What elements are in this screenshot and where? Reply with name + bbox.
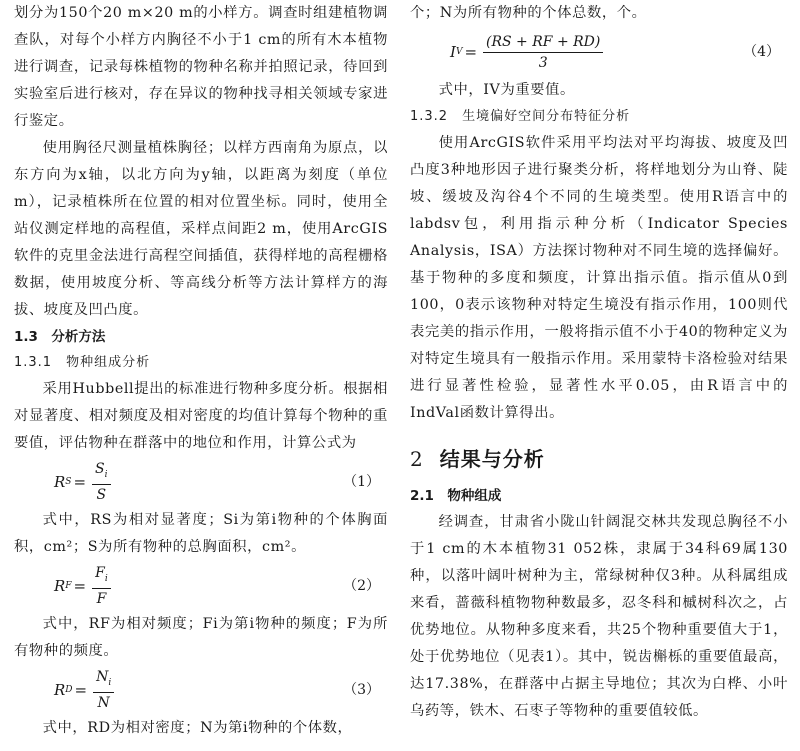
eq-numerator: (RS + RF + RD) [483, 32, 603, 53]
paragraph: 个；N为所有物种的个体总数，个。 [410, 5, 647, 21]
eq-numerator-sub: i [104, 469, 108, 480]
eq-numerator: N [96, 668, 109, 685]
section-number: 2 [410, 447, 424, 471]
eq-lhs: R [54, 577, 66, 595]
eq-lhs: R [54, 473, 66, 491]
left-column [14, 0, 388, 742]
right-column [410, 0, 788, 725]
paragraph: 式中，IV为重要值。 [438, 82, 575, 98]
paragraph: 使用ArcGIS软件采用平均法对平均海拔、坡度及凹凸度3种地形因子进行聚类分析，将样地划分为山脊、陡坡、缓坡及沟谷4个不同的生境类型。使用R语言中的labdsv包，利用指示种分析（Indicator Species Analysis，ISA）方法探讨物种对不同生境的选择偏好。基于物种的多度和频度，计算出指示值。指示值从0到100，0表示该物种对特定生境没有指示作用，100则代表完美的指示作用，一般将指示值不小于40的物种定义为对特定生境具有一般指示作用。采用蒙特卡洛检验对结果进行显著性检验，显著性水平0.05，由R语言中的IndVal函数计算得出。 [410, 135, 788, 421]
eq-denominator: S [96, 487, 107, 504]
eq-denominator: 3 [538, 54, 548, 71]
eq-denominator: F [96, 591, 107, 608]
paragraph: 式中，RS为相对显著度；Si为第i物种的个体胸面积，cm²；S为所有物种的总胸面积，cm²。 [14, 512, 388, 555]
equation-1: R S = $\frac{S_i}{S}$ （1） [54, 460, 380, 504]
equation-number: （2） [343, 578, 380, 594]
paragraph: 划分为150个20 m×20 m的小样方。调查时组建植物调查队，对每个小样方内胸径不小于1 cm的所有木本植物进行调查，记录每株植物的物种名称并拍照记录，待回到实验室后进行核对，存在异议的物种找寻相关领域专家进行鉴定。 [14, 5, 388, 129]
eq-lhs-sub: V [455, 47, 463, 57]
eq-numerator-sub: i [104, 573, 108, 584]
subsection-heading-1-3-1: 1.3.1 物种组成分析 [14, 355, 151, 370]
eq-numerator: F [95, 564, 105, 581]
eq-lhs-sub: S [65, 477, 72, 487]
eq-numerator: S [95, 460, 105, 477]
section-title: 结果与分析 [439, 447, 545, 471]
eq-lhs-sub: F [65, 581, 72, 591]
eq-denominator: N [97, 695, 110, 712]
section-heading-2 [410, 441, 788, 477]
eq-numerator-sub: i [108, 677, 112, 688]
paragraph: 经调查，甘肃省小陇山针阔混交林共发现总胸径不小于1 cm的木本植物31 052株，隶属于34科69属130种，以落叶阔叶树种为主，常绿树种仅3种。从科属组成来看，蔷薇科植物物种数最多，忍冬科和槭树科次之，占优势地位。从物种多度来看，共25个物种重要值大于1，处于优势地位（见表1）。其中，锐齿槲栎的重要值最高，达17.38%，在群落中占据主导地位；其次为白桦、小叶乌药等，铁木、石枣子等物种的重要值较低。 [410, 514, 788, 719]
subsection-heading-1-3-2: 1.3.2 生境偏好空间分布特征分析 [410, 109, 631, 124]
paragraph: 式中，RD为相对密度；N为第i物种的个体数， [42, 720, 353, 736]
equation-number: （1） [343, 474, 380, 490]
paragraph: 式中，RF为相对频度；Fi为第i物种的频度；F为所有物种的频度。 [14, 616, 388, 659]
eq-lhs-sub: D [65, 685, 73, 695]
eq-lhs: I [450, 43, 456, 61]
eq-lhs: R [54, 681, 66, 699]
paragraph: 采用Hubbell提出的标准进行物种多度分析。根据相对显著度、相对频度及相对密度的均值计算每个物种的重要值，评估物种在群落中的地位和作用，计算公式为 [14, 381, 388, 451]
section-heading-1-3: 1.3 分析方法 [14, 329, 106, 345]
equation-number: （3） [343, 682, 380, 698]
equation-2: R F = $\frac{F_i}{F}$ （2） [54, 564, 380, 608]
equation-4: I V = $\frac{(RS + RF + RD)}{3}$ （4） [450, 33, 780, 71]
section-heading-2-1: 2.1 物种组成 [410, 488, 502, 504]
paragraph: 使用胸径尺测量植株胸径；以样方西南角为原点，以东方向为x轴，以北方向为y轴，以距离为刻度（单位m），记录植株所在位置的相对位置坐标。同时，使用全站仪测定样地的高程值，采样点间距2 m，使用ArcGIS软件的克里金法进行高程空间插值，获得样地的高程栅格数据，使用坡度分析、等高线分析等方法计算样方的海拔、坡度及凹凸度。 [14, 140, 388, 318]
equation-number: （4） [743, 44, 780, 60]
equation-3: R D = $\frac{N_i}{N}$ （3） [54, 668, 380, 712]
